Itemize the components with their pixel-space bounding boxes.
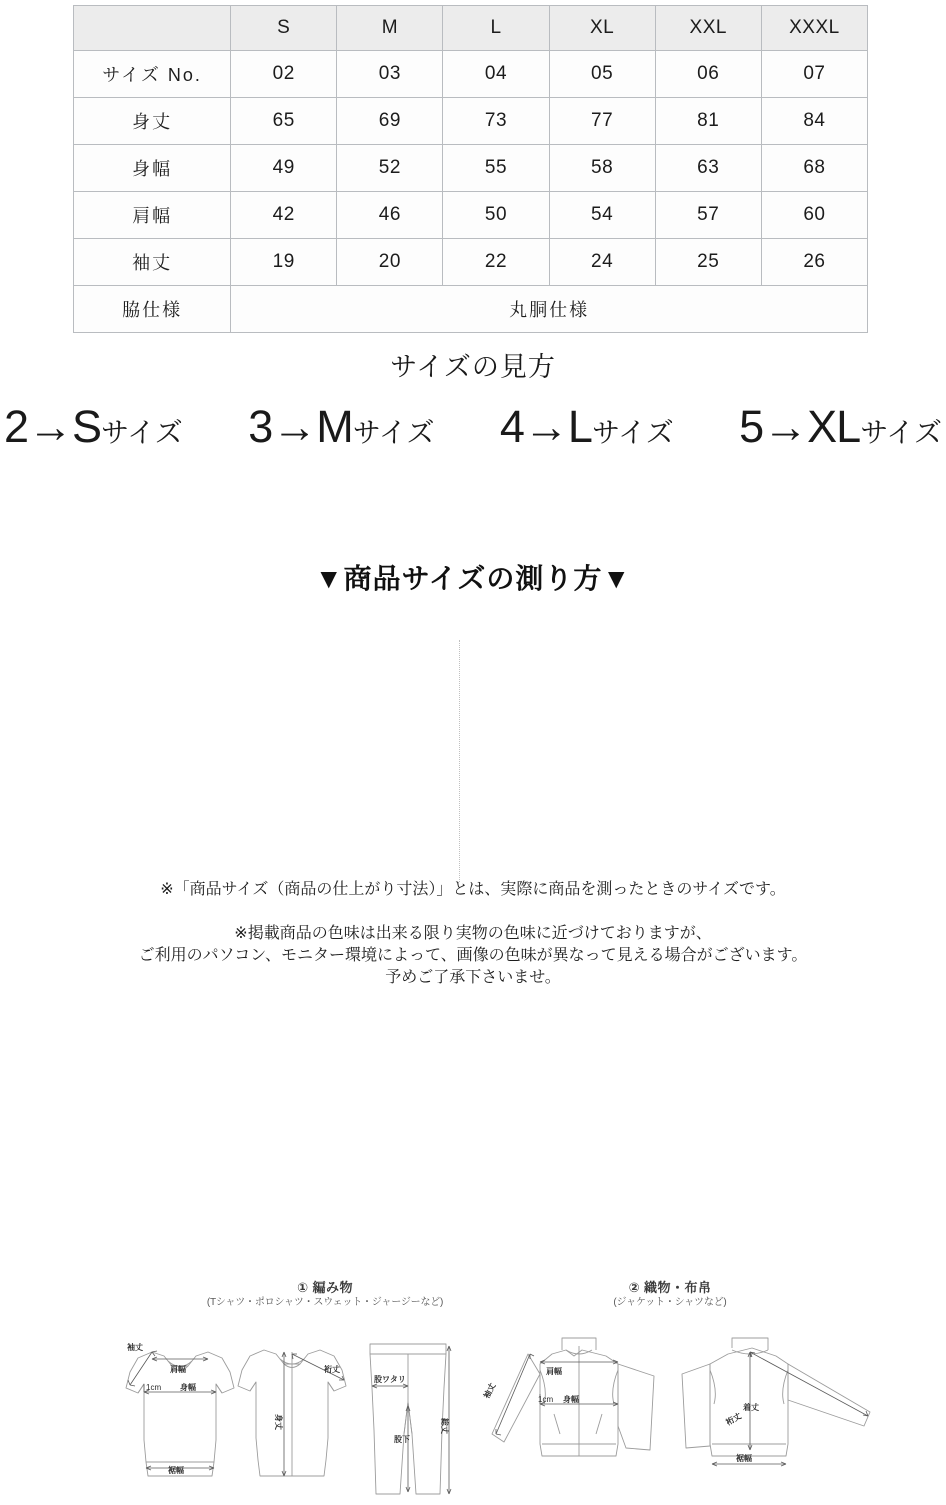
table-row xyxy=(74,51,868,98)
panel-woven-subtitle: (ジャケット・シャツなど) xyxy=(613,1297,727,1309)
cell-size-no-xxl: 06 xyxy=(655,51,761,98)
cell-chest-width-xxxl: 68 xyxy=(761,145,867,192)
panel-knit-title: ① 編み物 xyxy=(296,1280,354,1295)
table-row xyxy=(74,192,868,239)
knit-label-yuki: 裄丈 xyxy=(324,1365,340,1374)
cell-body-length-s: 65 xyxy=(231,98,337,145)
row-label-size-no: サイズ No. xyxy=(74,51,231,98)
cell-size-no-xxxl: 07 xyxy=(761,51,867,98)
knit-label-sleeve: 袖丈 xyxy=(127,1343,143,1352)
size-mapping-5-xl xyxy=(739,401,942,452)
cell-body-length-m: 69 xyxy=(337,98,443,145)
knit-label-thigh: 股ワタリ xyxy=(374,1375,406,1384)
column-header-xl: XL xyxy=(549,6,655,51)
cell-chest-width-xxl: 63 xyxy=(655,145,761,192)
woven-label-chest: 身幅 xyxy=(563,1395,579,1404)
woven-label-sleeve: 袖丈 xyxy=(482,1381,498,1401)
note-color-line-3: 予めご了承下さいませ。 xyxy=(385,969,561,986)
size-mapping-number-4: 4→L xyxy=(499,401,592,452)
size-mapping-4-l xyxy=(499,401,674,452)
row-label-shoulder-width: 肩幅 xyxy=(74,192,231,239)
cell-chest-width-l: 55 xyxy=(443,145,549,192)
row-label-body-length: 身丈 xyxy=(74,98,231,145)
size-mapping-number-5: 5→XL xyxy=(739,401,861,452)
size-mapping-suffix-3: サイズ xyxy=(352,417,435,448)
note-product-size: ※「商品サイズ（商品の仕上がり寸法）」とは、実際に商品を測ったときのサイズです。 xyxy=(160,881,786,898)
note-color-line-2: ご利用のパソコン、モニター環境によって、画像の色味が異なって見える場合がございます。 xyxy=(138,947,808,964)
cell-sleeve-length-xl: 24 xyxy=(549,239,655,286)
measure-method-heading: ▼商品サイズの測り方▼ xyxy=(314,563,632,594)
table-row xyxy=(74,98,868,145)
cell-shoulder-width-m: 46 xyxy=(337,192,443,239)
row-label-sleeve-length: 袖丈 xyxy=(74,239,231,286)
row-label-chest-width: 身幅 xyxy=(74,145,231,192)
woven-label-hem: 裾幅 xyxy=(736,1454,752,1463)
cell-body-length-xxl: 81 xyxy=(655,98,761,145)
size-table-body xyxy=(74,51,868,333)
cell-body-length-xl: 77 xyxy=(549,98,655,145)
cell-sleeve-length-l: 22 xyxy=(443,239,549,286)
column-header-xxxl: XXXL xyxy=(761,6,867,51)
size-table xyxy=(73,5,868,333)
cell-shoulder-width-xl: 54 xyxy=(549,192,655,239)
panel-woven-title: ② 織物・布帛 xyxy=(628,1280,712,1295)
size-mapping-suffix-2: サイズ xyxy=(101,417,183,448)
knit-label-offset: 1cm xyxy=(146,1383,162,1392)
knit-label-hem: 裾幅 xyxy=(168,1466,184,1475)
cell-body-length-xxxl: 84 xyxy=(761,98,867,145)
size-mapping-2-s xyxy=(4,401,183,452)
size-mapping-3-m xyxy=(248,401,435,452)
size-mapping-number-2: 2→S xyxy=(4,401,102,452)
cell-shoulder-width-l: 50 xyxy=(443,192,549,239)
cell-sleeve-length-xxl: 25 xyxy=(655,239,761,286)
cell-shoulder-width-s: 42 xyxy=(231,192,337,239)
cell-side-spec-value: 丸胴仕様 xyxy=(231,286,868,333)
knit-label-total-length: 総丈 xyxy=(440,1418,449,1434)
cell-shoulder-width-xxxl: 60 xyxy=(761,192,867,239)
table-row xyxy=(74,145,868,192)
cell-size-no-m: 03 xyxy=(337,51,443,98)
knit-label-body-length: 身丈 xyxy=(274,1414,283,1430)
table-corner-cell xyxy=(74,6,231,51)
cell-sleeve-length-xxxl: 26 xyxy=(761,239,867,286)
column-header-xxl: XXL xyxy=(655,6,761,51)
size-mapping-row xyxy=(0,401,946,452)
cell-chest-width-xl: 58 xyxy=(549,145,655,192)
how-to-read-title: サイズの見方 xyxy=(390,352,556,382)
cell-chest-width-m: 52 xyxy=(337,145,443,192)
woven-label-yuki: 裄丈 xyxy=(724,1411,743,1428)
cell-body-length-l: 73 xyxy=(443,98,549,145)
knit-label-shoulder: 肩幅 xyxy=(170,1365,186,1374)
panel-knit-header xyxy=(180,1280,470,1310)
note-color-line-1: ※掲載商品の色味は出来る限り実物の色味に近づけておりますが、 xyxy=(234,925,712,942)
woven-measurement-diagram xyxy=(478,1330,908,1505)
table-row xyxy=(74,239,868,286)
size-table-header xyxy=(74,6,868,51)
woven-label-shoulder: 肩幅 xyxy=(546,1367,562,1376)
knit-measurement-diagram xyxy=(108,1330,460,1505)
size-mapping-suffix-4: サイズ xyxy=(591,417,674,448)
notes-section xyxy=(0,882,946,986)
column-header-s: S xyxy=(231,6,337,51)
knit-label-chest: 身幅 xyxy=(180,1383,196,1392)
cell-sleeve-length-s: 19 xyxy=(231,239,337,286)
woven-label-body-length: 着丈 xyxy=(743,1403,759,1412)
cell-shoulder-width-xxl: 57 xyxy=(655,192,761,239)
row-label-side-spec: 脇仕様 xyxy=(74,286,231,333)
panel-woven-header xyxy=(540,1280,800,1310)
table-header-row xyxy=(74,6,868,51)
column-header-m: M xyxy=(337,6,443,51)
size-mapping-number-3: 3→M xyxy=(248,401,353,452)
column-header-l: L xyxy=(443,6,549,51)
cell-size-no-l: 04 xyxy=(443,51,549,98)
cell-size-no-xl: 05 xyxy=(549,51,655,98)
woven-label-offset: 1cm xyxy=(538,1395,554,1404)
cell-sleeve-length-m: 20 xyxy=(337,239,443,286)
size-table-container xyxy=(73,5,868,333)
table-row xyxy=(74,286,868,333)
diagram-divider xyxy=(459,640,460,882)
cell-chest-width-s: 49 xyxy=(231,145,337,192)
panel-knit-subtitle: (Tシャツ・ポロシャツ・スウェット・ジャージーなど) xyxy=(206,1297,444,1309)
knit-label-inseam: 股下 xyxy=(394,1435,410,1444)
cell-size-no-s: 02 xyxy=(231,51,337,98)
size-mapping-suffix-5: サイズ xyxy=(860,417,942,448)
